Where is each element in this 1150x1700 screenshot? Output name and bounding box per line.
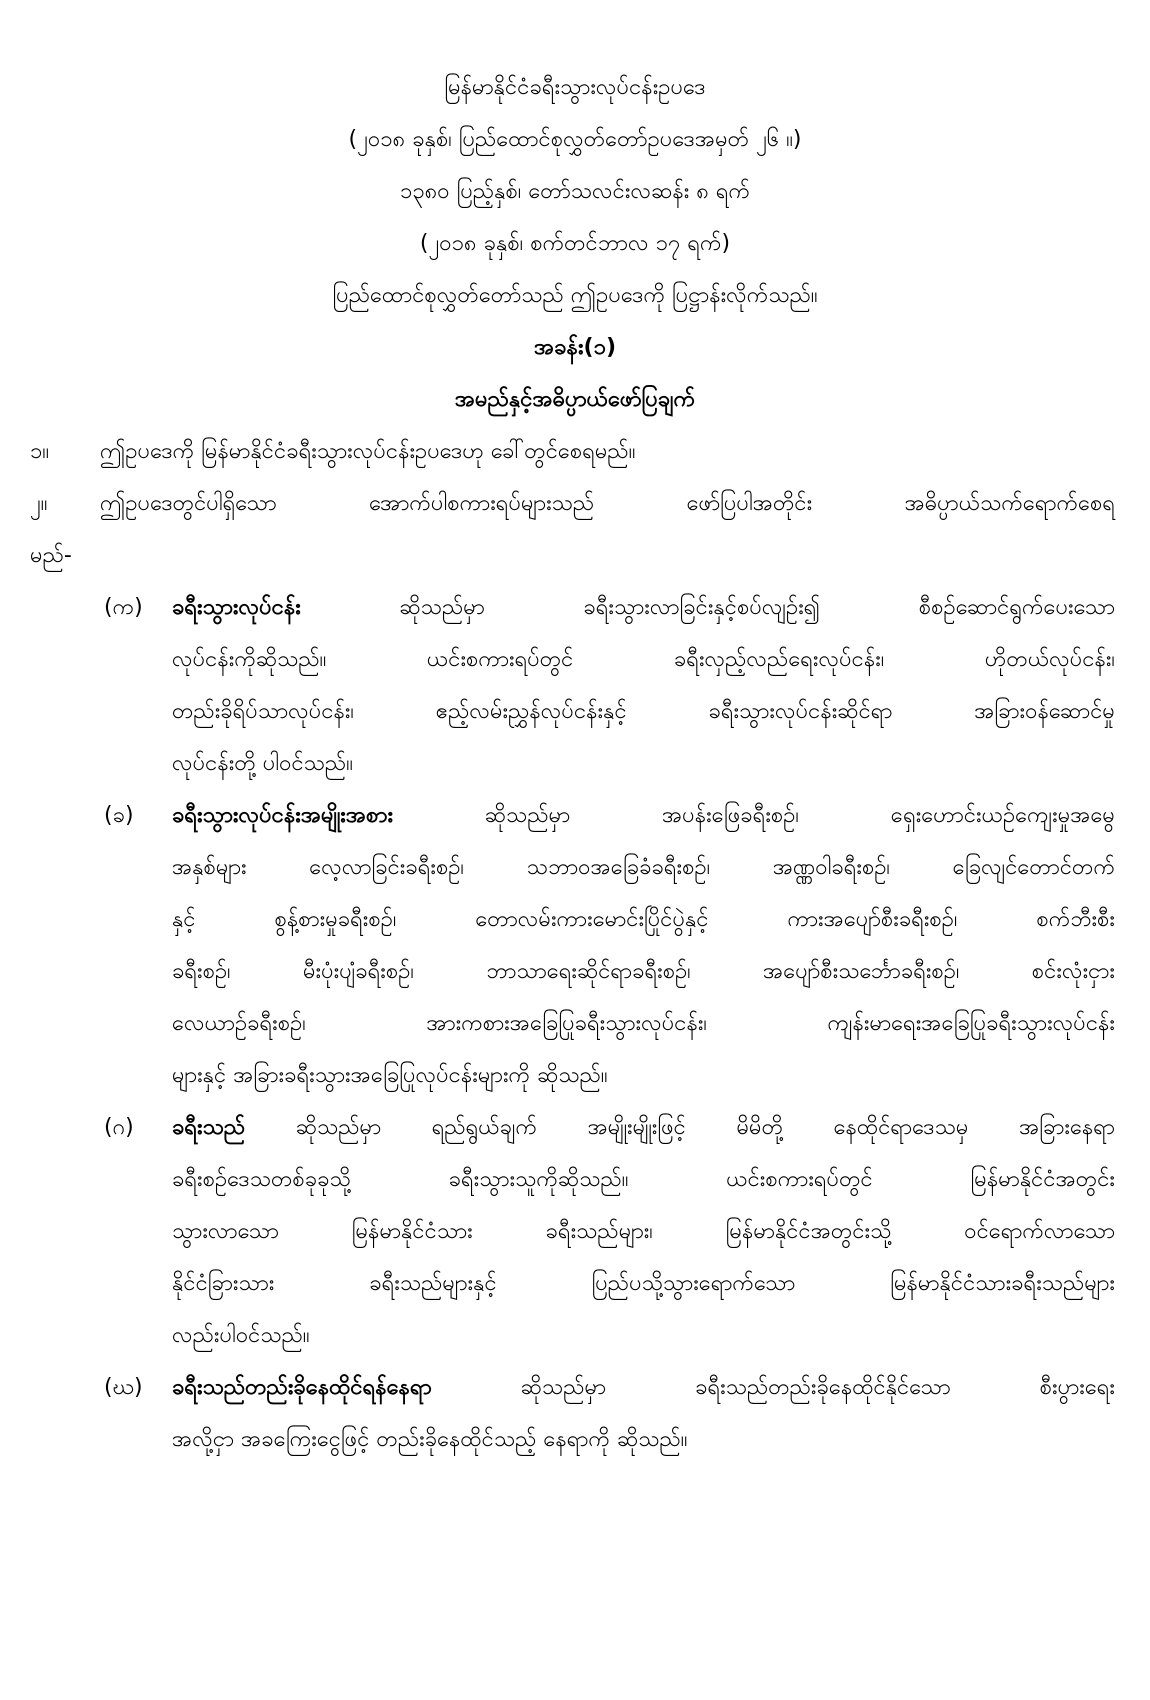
definition-line: ခရီးစဉ်၊ မီးပုံးပျံခရီးစဉ်၊ ဘာသာရေးဆိုင်ရာခရီးစဉ်၊ အပျော်စီးသင်္ဘောခရီးစဉ်၊ စင်းလုံးငှား	[172, 959, 1115, 984]
definition-line	[172, 1362, 1115, 1414]
definition-line: နိုင်ငံခြားသား ခရီးသည်များနှင့် ပြည်ပသို့သွားရောက်သော မြန်မာနိုင်ငံသားခရီးသည်များ	[172, 1271, 1115, 1296]
definition-ka	[30, 582, 1115, 790]
section-number: ၂။	[30, 491, 48, 516]
definition-term: ခရီးသည်တည်းခိုနေထိုင်ရန်နေရာ	[172, 1375, 432, 1400]
definition-line: လုပ်ငန်းကိုဆိုသည်။ ယင်းစကားရပ်တွင် ခရီးလှည့်လည်ရေးလုပ်ငန်း၊ ဟိုတယ်လုပ်ငန်း၊	[172, 647, 1115, 672]
definition-term: ခရီးသည်	[172, 1115, 246, 1140]
document-header	[0, 62, 1150, 426]
definition-text: ဆိုသည်မှာ ရည်ရွယ်ချက် အမျိုးမျိုးဖြင့် မိမိတို့ နေထိုင်ရာဒေသမှ အခြားနေရာ	[295, 1115, 1115, 1140]
definition-line	[172, 1102, 1115, 1154]
section-number: ၁။	[30, 439, 50, 464]
section-1	[30, 426, 1115, 478]
section-line: မည်-	[30, 543, 72, 568]
gregorian-date: (၂၀၁၈ ခုနှစ်၊ စက်တင်ဘာလ ၁၇ ရက်)	[419, 231, 731, 256]
definition-label: (ခ)	[104, 803, 134, 828]
definition-line: လုပ်ငန်းတို့ ပါဝင်သည်။	[172, 751, 353, 776]
definition-line: များနှင့် အခြားခရီးသွားအခြေပြုလုပ်ငန်းများကို ဆိုသည်။	[172, 1063, 608, 1088]
definition-line: အလို့ငှာ အခကြေးငွေဖြင့် တည်းခိုနေထိုင်သည့် နေရာကို ဆိုသည်။	[172, 1427, 688, 1452]
definition-term: ခရီးသွားလုပ်ငန်းအမျိုးအစား	[172, 803, 394, 828]
section-text: ဤဥပဒေကို မြန်မာနိုင်ငံခရီးသွားလုပ်ငန်းဥပဒေဟု ခေါ်တွင်စေရမည်။	[100, 439, 636, 464]
definition-ga	[30, 1102, 1115, 1362]
definition-term: ခရီးသွားလုပ်ငန်း	[172, 595, 301, 620]
definition-kha	[30, 790, 1115, 1102]
section-text: ဤဥပဒေတွင်ပါရှိသော အောက်ပါစကားရပ်များသည် ဖော်ပြပါအတိုင်း အဓိပ္ပာယ်သက်ရောက်စေရ	[100, 491, 1115, 516]
definition-line	[172, 790, 1115, 842]
law-number: (၂၀၁၈ ခုနှစ်၊ ပြည်ထောင်စုလွှတ်တော်ဥပဒေအမှတ် ၂၆ ။)	[348, 127, 802, 152]
section-2	[30, 478, 1115, 582]
chapter-number: အခန်း(၁)	[533, 335, 617, 360]
definition-text: ဆိုသည်မှာ ခရီးသွားလာခြင်းနှင့်စပ်လျဉ်း၍ စီစဉ်ဆောင်ရွက်ပေးသော	[399, 595, 1115, 620]
definition-line: နှင့် စွန့်စားမှုခရီးစဉ်၊ တောလမ်းကားမောင်းပြိုင်ပွဲနှင့် ကားအပျော်စီးခရီးစဉ်၊ စက်ဘီးစီး	[172, 907, 1115, 932]
myanmar-date: ၁၃၈၀ ပြည့်နှစ်၊ တော်သလင်းလဆန်း ၈ ရက်	[399, 179, 751, 204]
definition-label: (က)	[104, 595, 143, 620]
definition-label: (ဂ)	[104, 1115, 134, 1140]
definition-line: သွားလာသော မြန်မာနိုင်ငံသား ခရီးသည်များ၊ မြန်မာနိုင်ငံအတွင်းသို့ ဝင်ရောက်လာသော	[172, 1219, 1115, 1244]
chapter-title: အမည်နှင့်အဓိပ္ပာယ်ဖော်ပြချက်	[454, 387, 696, 412]
definition-line: လေယာဉ်ခရီးစဉ်၊ အားကစားအခြေပြုခရီးသွားလုပ်ငန်း၊ ကျန်းမာရေးအခြေပြုခရီးသွားလုပ်ငန်း	[172, 1011, 1115, 1036]
definition-text: ဆိုသည်မှာ အပန်းဖြေခရီးစဉ်၊ ရှေးဟောင်းယဉ်ကျေးမှုအမွေ	[484, 803, 1115, 828]
definition-line: အနှစ်များ လေ့လာခြင်းခရီးစဉ်၊ သဘာဝအခြေခံခရီးစဉ်၊ အဏ္ဏဝါခရီးစဉ်၊ ခြေလျင်တောင်တက်	[172, 855, 1115, 880]
document-body	[30, 426, 1115, 1466]
law-title: မြန်မာနိုင်ငံခရီးသွားလုပ်ငန်းဥပဒေ	[444, 75, 706, 100]
definition-text: ဆိုသည်မှာ ခရီးသည်တည်းခိုနေထိုင်နိုင်သော စီးပွားရေး	[520, 1375, 1115, 1400]
enactment-statement: ပြည်ထောင်စုလွှတ်တော်သည် ဤဥပဒေကို ပြဋ္ဌာန်းလိုက်သည်။	[332, 283, 818, 308]
definition-gha	[30, 1362, 1115, 1466]
definition-line: တည်းခိုရိပ်သာလုပ်ငန်း၊ ဧည့်လမ်းညွှန်လုပ်ငန်းနှင့် ခရီးသွားလုပ်ငန်းဆိုင်ရာ အခြားဝန်ဆောင်မှု	[172, 699, 1115, 724]
definition-line: လည်းပါဝင်သည်။	[172, 1323, 310, 1348]
definition-line: ခရီးစဉ်ဒေသတစ်ခုခုသို့ ခရီးသွားသူကိုဆိုသည်။ ယင်းစကားရပ်တွင် မြန်မာနိုင်ငံအတွင်း	[172, 1167, 1115, 1192]
section-line	[30, 478, 1115, 530]
definition-label: (ဃ)	[104, 1375, 143, 1400]
section-line	[30, 426, 1115, 478]
definition-line	[172, 582, 1115, 634]
